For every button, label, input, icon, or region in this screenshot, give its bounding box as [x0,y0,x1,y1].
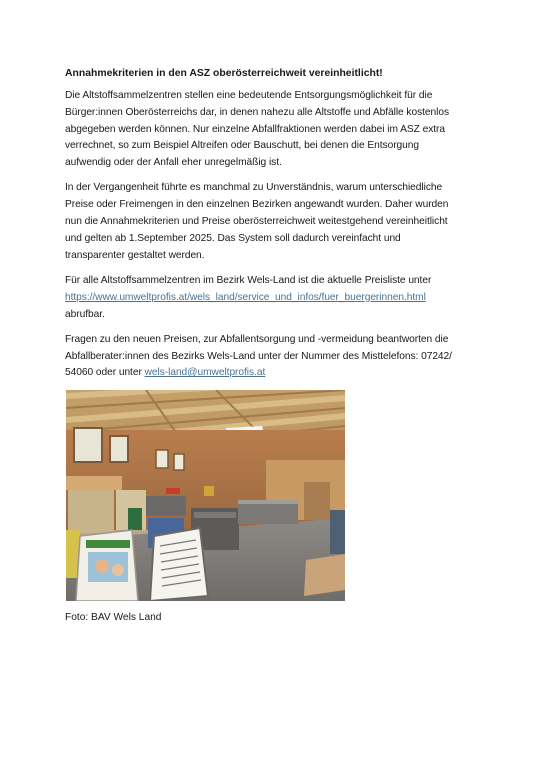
photo-caption: Foto: BAV Wels Land [65,612,162,623]
paragraph-line: 54060 oder unter [65,367,145,379]
article-title: Annahmekriterien in den ASZ oberösterreichweit vereinheitlicht! [65,68,383,79]
paragraph-line: Für alle Altstoffsammelzentren im Bezirk Wels-Land ist die aktuelle Preisliste unter [65,274,432,286]
paragraph-line: In der Vergangenheit führte es manchmal zu Unverständnis, warum unterschiedliche [65,182,443,194]
paragraph-line: transparenter gestaltet werden. [65,249,205,261]
paragraph-line: Bürger:innen Oberösterreichs dar, in denen nahezu alle Altstoffe und Abfälle kostenlos [65,106,450,118]
recycling-center-photo [66,390,345,601]
paragraph-line: Die Altstoffsammelzentren stellen eine bedeutende Entsorgungsmöglichkeit für die [65,90,433,101]
paragraph-line: nun die Annahmekriterien und Preise oberösterreichweit weitestgehend vereinheitlicht [65,216,448,228]
paragraph-contact [65,332,485,382]
paragraph-line: verrechnet, so zum Beispiel Altreifen oder Bauschutt, bei denen die Entsorgung [65,140,420,152]
paragraph-background [65,180,485,264]
paragraph-line: aufwendig oder der Anfall eher unregelmäßig ist. [65,157,282,169]
paragraph-line: und gelten ab 1.September 2025. Das System soll dadurch vereinfacht und [65,232,401,244]
paragraph-line: abrufbar. [65,308,105,320]
paragraph-line: Preise oder Freimengen in den einzelnen Bezirken angewandt wurden. Daher wurden [65,199,449,211]
pricelist-link[interactable]: https://www.umweltprofis.at/wels_land/service_und_infos/fuer_buergerinnen.html [65,291,426,303]
photo-illustration [66,390,345,601]
paragraph-pricelist [65,273,485,323]
email-link[interactable]: wels-land@umweltprofis.at [144,367,266,379]
paragraph-line: Abfallberater:innen des Bezirks Wels-Land unter der Nummer des Misttelefons: 07242/ [65,350,452,362]
document-body [65,66,485,391]
paragraph-line: Fragen zu den neuen Preisen, zur Abfallentsorgung und -vermeidung beantworten die [65,333,449,345]
paragraph-intro [65,88,485,172]
paragraph-line: abgegeben werden können. Nur einzelne Abfallfraktionen werden dabei im ASZ extra [65,123,445,135]
